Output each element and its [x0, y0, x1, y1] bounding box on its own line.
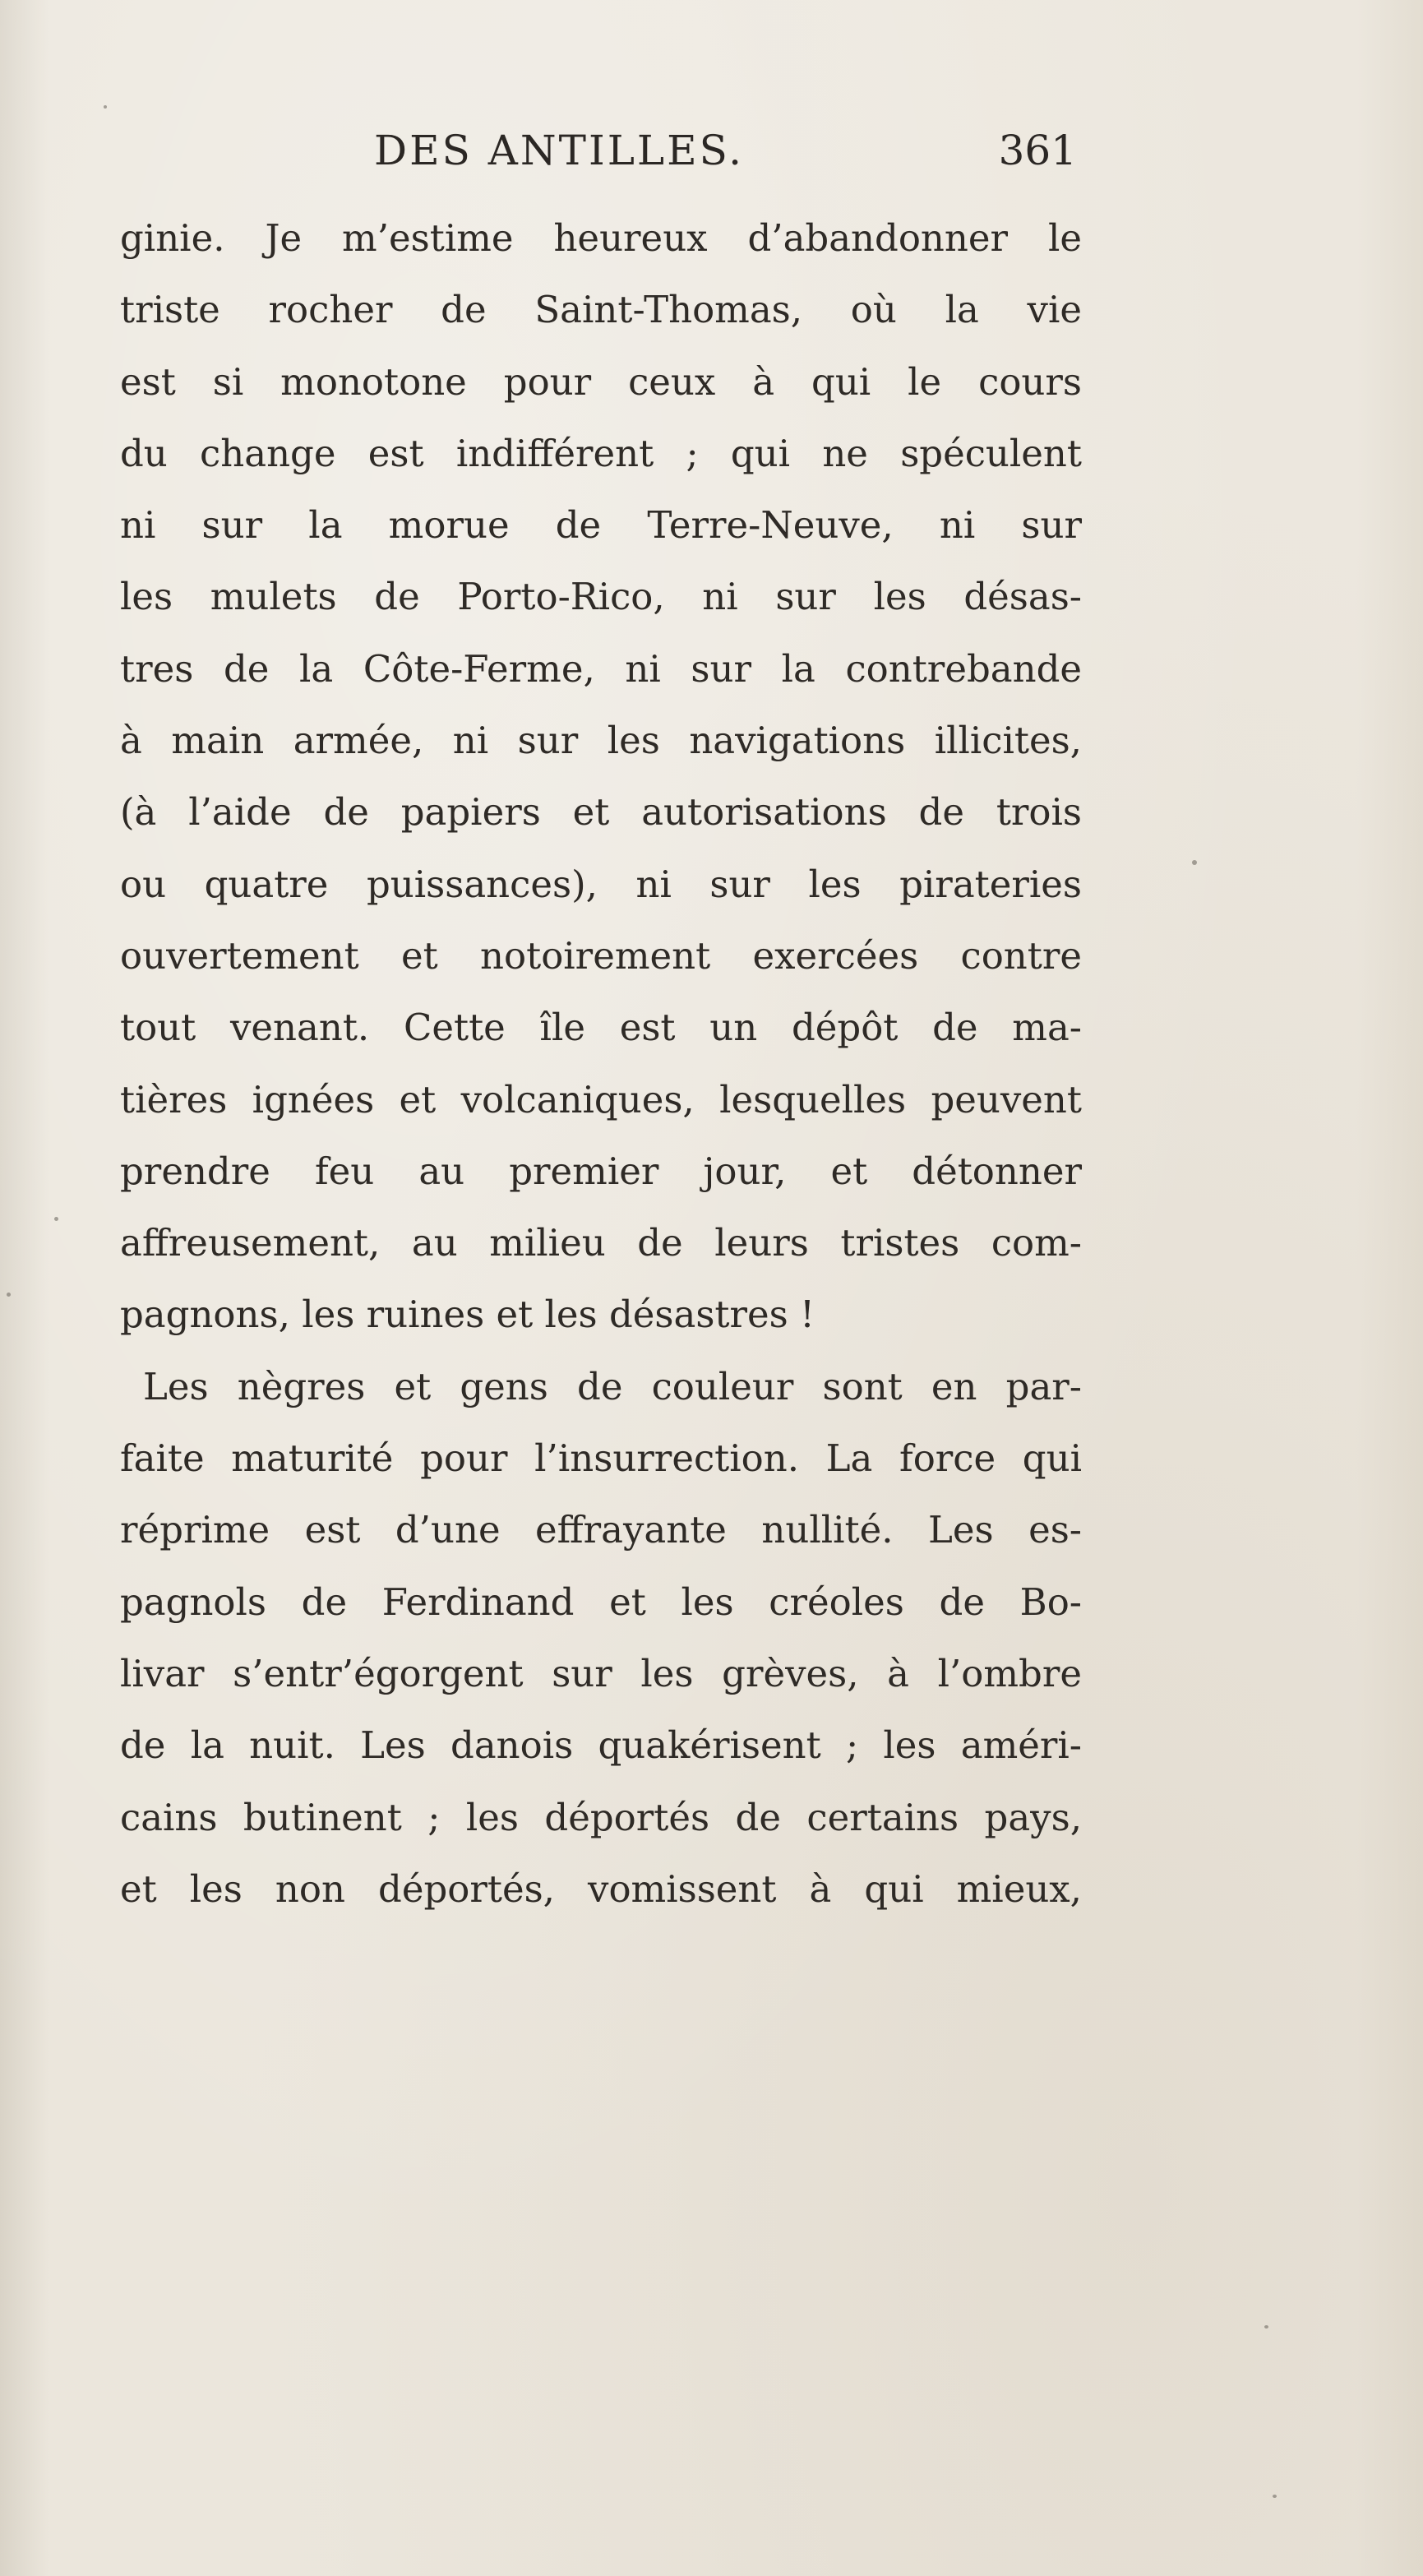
page-number: 361 [998, 127, 1077, 174]
text-line: prendre feu au premier jour, et détonner [120, 1149, 1082, 1193]
text-line: faite maturité pour l’insurrection. La force qui [120, 1436, 1082, 1481]
text-line: de la nuit. Les danois quakérisent ; les améri- [120, 1723, 1082, 1768]
paper-speck [1273, 2495, 1277, 2498]
running-head [123, 123, 1077, 197]
text-line: livar s’entr’égorgent sur les grèves, à l’ombre [120, 1651, 1082, 1695]
text-line: ginie. Je m’estime heureux d’abandonner le [120, 216, 1082, 260]
text-line: tres de la Côte-Ferme, ni sur la contrebande [120, 646, 1082, 691]
paper-speck [54, 1217, 58, 1221]
text-line: réprime est d’une effrayante nullité. Les es- [120, 1508, 1082, 1552]
text-line: est si monotone pour ceux à qui le cours [120, 359, 1082, 404]
text-line: affreusement, au milieu de leurs tristes com- [120, 1221, 1082, 1265]
running-head-title: DES ANTILLES. [374, 127, 744, 174]
text-line: cains butinent ; les déportés de certains pays, [120, 1795, 1082, 1839]
text-line: et les non déportés, vomissent à qui mieux, [120, 1866, 1082, 1911]
paper-speck [7, 1293, 11, 1297]
paper-speck [104, 105, 107, 109]
text-line: pagnons, les ruines et les désastres ! [120, 1293, 815, 1337]
body-text [120, 202, 1082, 1925]
text-line: les mulets de Porto-Rico, ni sur les désas- [120, 575, 1082, 619]
text-line: (à l’aide de papiers et autorisations de trois [120, 790, 1082, 835]
paragraph-start-line: Les nègres et gens de couleur sont en par- [143, 1364, 1082, 1408]
text-line: triste rocher de Saint-Thomas, où la vie [120, 288, 1082, 332]
text-line: ou quatre puissances), ni sur les pirateries [120, 862, 1082, 906]
paper-speck [1192, 860, 1197, 865]
text-line: pagnols de Ferdinand et les créoles de Bo- [120, 1579, 1082, 1624]
text-line: à main armée, ni sur les navigations illicites, [120, 719, 1082, 763]
text-line: ouvertement et notoirement exercées contre [120, 933, 1082, 978]
text-line: tières ignées et volcaniques, lesquelles peuvent [120, 1077, 1082, 1122]
paper-speck [1264, 2325, 1268, 2329]
text-line: tout venant. Cette île est un dépôt de ma- [120, 1006, 1082, 1050]
text-line: ni sur la morue de Terre-Neuve, ni sur [120, 503, 1082, 548]
text-line: du change est indifférent ; qui ne spéculent [120, 431, 1082, 475]
